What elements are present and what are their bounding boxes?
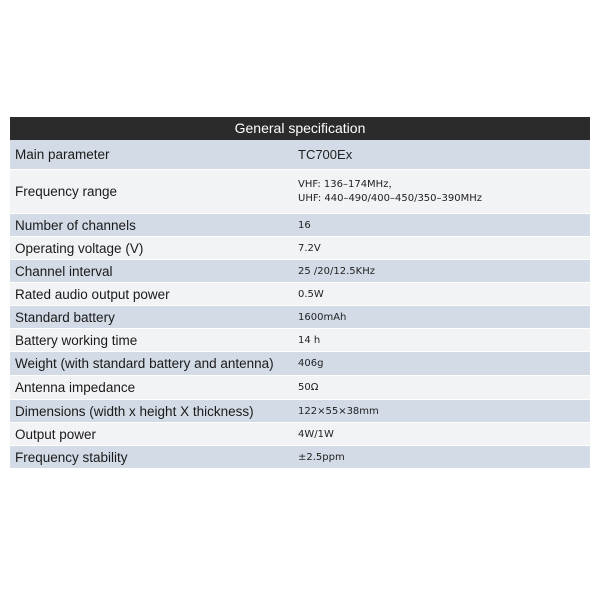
table-row — [10, 423, 590, 446]
table-row — [10, 446, 590, 469]
table-row — [10, 214, 590, 237]
row-value — [298, 178, 590, 206]
row-value: 1600mAh — [298, 311, 347, 323]
row-label: Rated audio output power — [15, 286, 170, 302]
table-row — [10, 352, 590, 376]
row-value: 7.2V — [298, 242, 321, 254]
table-row — [10, 170, 590, 214]
table-row — [10, 140, 590, 170]
row-value: 14 h — [298, 334, 321, 346]
row-label: Frequency stability — [15, 449, 128, 465]
row-label: Output power — [15, 426, 97, 442]
row-label: Standard battery — [15, 309, 115, 325]
row-value-line: VHF: 136–174MHz， — [298, 178, 399, 190]
table-row — [10, 376, 590, 400]
table-title: General specification — [10, 117, 590, 140]
row-value: 0.5W — [298, 288, 324, 300]
spec-table — [10, 117, 590, 469]
row-value: 50Ω — [298, 382, 319, 393]
row-value: ±2.5ppm — [298, 451, 345, 463]
row-label: Battery working time — [15, 332, 138, 348]
row-label: Frequency range — [15, 184, 118, 199]
row-value: 406g — [298, 358, 324, 369]
row-label: Number of channels — [15, 217, 136, 233]
row-label: Antenna impedance — [15, 380, 136, 395]
table-row — [10, 283, 590, 306]
row-value-line: UHF: 440–490/400–450/350–390MHz — [298, 192, 483, 204]
table-row — [10, 400, 590, 423]
table-row — [10, 237, 590, 260]
row-value: 122×55×38mm — [298, 405, 379, 417]
row-value: 16 — [298, 219, 311, 231]
table-row — [10, 260, 590, 283]
table-row — [10, 329, 590, 352]
row-label: Weight (with standard battery and antenna) — [15, 356, 274, 371]
table-row — [10, 306, 590, 329]
row-label: Channel interval — [15, 263, 113, 279]
row-value: 4W/1W — [298, 428, 334, 440]
row-value: TC700Ex — [298, 147, 353, 162]
row-label: Main parameter — [15, 147, 110, 162]
row-value: 25 /20/12.5KHz — [298, 265, 375, 277]
row-label: Operating voltage (V) — [15, 240, 144, 256]
row-label: Dimensions (width x height X thickness) — [15, 403, 254, 419]
